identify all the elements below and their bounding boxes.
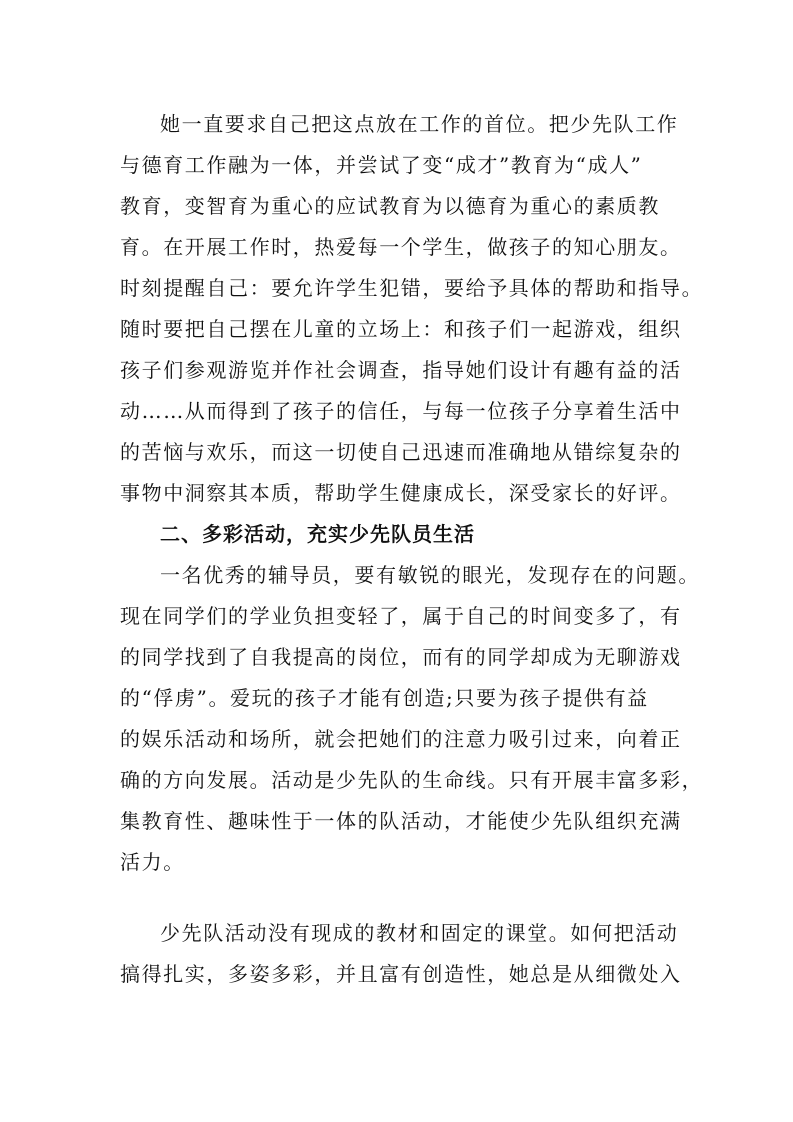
paragraph-1-line-3: 教育，变智育为重心的应试教育为以德育为重心的素质教 (120, 194, 660, 218)
paragraph-1-line-8: 动……从而得到了孩子的信任，与每一位孩子分享着生活中 (120, 399, 682, 423)
paragraph-2-line-8: 活力。 (120, 850, 185, 874)
paragraph-1-line-1: 她一直要求自己把这点放在工作的首位。把少先队工作 (160, 112, 679, 136)
paragraph-2-line-1: 一名优秀的辅导员，要有敏锐的眼光，发现存在的问题。 (160, 563, 700, 587)
paragraph-1-line-7: 孩子们参观游览并作社会调查，指导她们设计有趣有益的活 (120, 358, 682, 382)
paragraph-1-line-2: 与德育工作融为一体，并尝试了变“成才”教育为“成人” (120, 153, 643, 177)
paragraph-2-line-3: 的同学找到了自我提高的岗位，而有的同学却成为无聊游戏 (120, 645, 682, 669)
paragraph-1-line-6: 随时要把自己摆在儿童的立场上：和孩子们一起游戏，组织 (120, 317, 682, 341)
paragraph-3-line-2: 搞得扎实，多姿多彩，并且富有创造性，她总是从细微处入 (120, 962, 682, 986)
paragraph-1-line-4: 育。在开展工作时，热爱每一个学生，做孩子的知心朋友。 (120, 235, 682, 259)
paragraph-2-line-7: 集教育性、趣味性于一体的队活动，才能使少先队组织充满 (120, 809, 682, 833)
paragraph-2-line-2: 现在同学们的学业负担变轻了，属于自己的时间变多了，有 (120, 604, 682, 628)
paragraph-1-line-5: 时刻提醒自己：要允许学生犯错，要给予具体的帮助和指导。 (120, 276, 704, 300)
paragraph-1-line-9: 的苦恼与欢乐，而这一切使自己迅速而准确地从错综复杂的 (120, 440, 682, 464)
paragraph-1-line-10: 事物中洞察其本质，帮助学生健康成长，深受家长的好评。 (120, 481, 682, 505)
paragraph-2-line-4: 的“俘虏”。爱玩的孩子才能有创造;只要为孩子提供有益 (120, 686, 649, 710)
section-heading: 二、多彩活动，充实少先队员生活 (160, 522, 475, 546)
paragraph-3-line-1: 少先队活动没有现成的教材和固定的课堂。如何把活动 (160, 921, 679, 945)
paragraph-2-line-5: 的娱乐活动和场所，就会把她们的注意力吸引过来，向着正 (120, 727, 682, 751)
paragraph-2-line-6: 确的方向发展。活动是少先队的生命线。只有开展丰富多彩， (120, 768, 704, 792)
